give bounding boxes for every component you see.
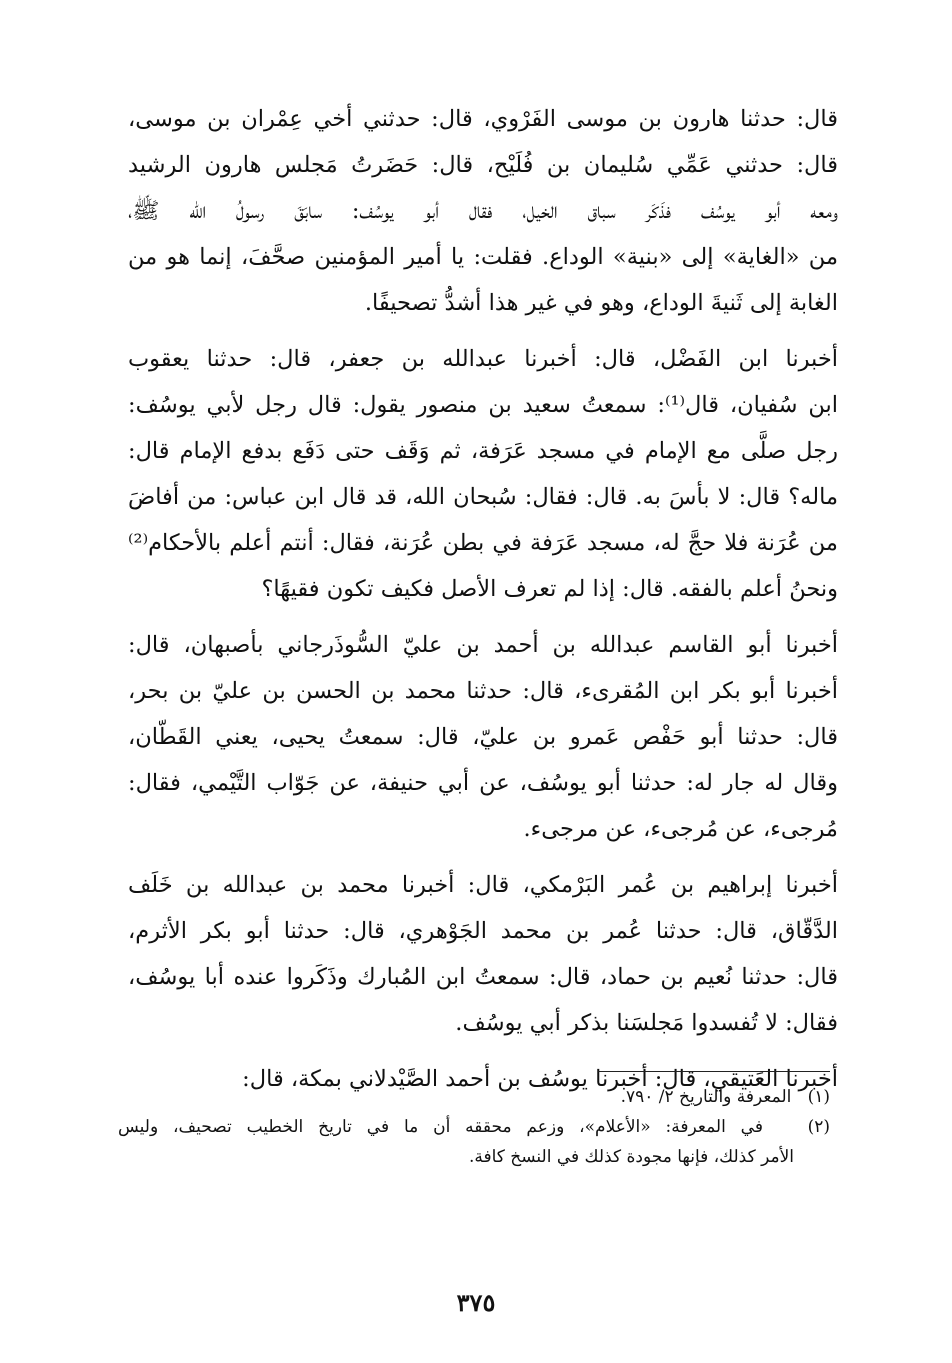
- main-text: [128, 96, 838, 1112]
- text-line: فقال: لا تُفسدوا مَجلسَنا بذكر أبي يوسُف.: [455, 1010, 838, 1036]
- text-line: رجل صلَّى مع الإمام في مسجد عَرَفة، ثم وَقَف حتى دَفَع بدفع الإمام قال:: [128, 438, 838, 464]
- footnote-marker: (١): [807, 1087, 830, 1107]
- text-line: أخبرنا ابن الفَضْل، قال: أخبرنا عبدالله بن جعفر، قال: حدثنا يعقوب: [128, 346, 838, 372]
- footnote-2: [118, 1112, 830, 1172]
- footnote-divider: [598, 1071, 830, 1072]
- paragraph-4: [128, 862, 838, 1046]
- text-line: ابن سُفيان، قال⁽¹⁾: سمعتُ سعيد بن منصور يقول: قال رجل لأبي يوسُف:: [128, 392, 838, 418]
- footnote-text: المعرفة والتاريخ ٢/ ٧٩٠.: [620, 1087, 792, 1107]
- text-line: قال: حدثنا أبو حَفْص عَمرو بن عليّ، قال: سمعتُ يحيى، يعني القَطّان،: [128, 724, 838, 750]
- page-number: ٣٧٥: [456, 1288, 496, 1317]
- text-line: أخبرنا أبو القاسم عبدالله بن أحمد بن عليّ السُّوذَرجاني بأصبهان، قال:: [128, 632, 838, 658]
- paragraph-3: [128, 622, 838, 852]
- text-line: قال: حدثنا هارون بن موسى الفَرْوي، قال: حدثني أخي عِمْران بن موسى،: [128, 106, 838, 132]
- text-line: من عُرَنة فلا حجَّ له، مسجد عَرَفة في بطن عُرَنة، فقال: أنتم أعلم بالأحكام⁽²⁾: [128, 530, 838, 556]
- footnote-1: [118, 1082, 830, 1112]
- text-line: وقال له جار له: حدثنا أبو يوسُف، عن أبي حنيفة، عن جَوّاب التَّيْمي، فقال:: [128, 770, 838, 796]
- text-line: ونحنُ أعلم بالفقه. قال: إذا لم تعرف الأصل فكيف تكون فقيهًا؟: [261, 576, 838, 602]
- text-line: ماله؟ قال: لا بأسَ به. قال: فقال: سُبحان الله، قد قال ابن عباس: من أفاضَ: [128, 484, 838, 510]
- text-line: مُرجىء، عن مُرجىء، عن مرجىء.: [523, 816, 838, 842]
- paragraph-2: [128, 336, 838, 612]
- text-line: أخبرنا العَتيقي، قال: أخبرنا يوسُف بن أحمد الصَّيْدلاني بمكة، قال:: [242, 1066, 838, 1092]
- text-line: قال: حدثني عَمِّي سُليمان بن فُلَيْح، قال: حَضَرتُ مَجلس هارون الرشيد: [128, 152, 838, 178]
- footnote-text: في المعرفة: «الأعلام»، وزعم محققه أن ما في تاريخ الخطيب تصحيف، وليس: [118, 1117, 763, 1137]
- text-line: أخبرنا أبو بكر ابن المُقرىء، قال: حدثنا محمد بن الحسن بن عليّ بن بحر،: [128, 678, 838, 704]
- paragraph-1: [128, 96, 838, 326]
- text-line: ومعه أبو يوسُف فذَكَر سباق الخيل، فقال أبو يوسُف: سابَقَ رسولُ الله ﷺ،: [128, 198, 838, 224]
- footnote-line: الأمر كذلك، فإنها مجودة كذلك في النسخ كافة.: [468, 1147, 794, 1167]
- text-line: قال: حدثنا نُعيم بن حماد، قال: سمعتُ ابن المُبارك وذَكَروا عنده أبا يوسُف،: [128, 964, 838, 990]
- text-line: الدَّقّاق، قال: حدثنا عُمر بن محمد الجَوْهري، قال: حدثنا أبو بكر الأثرم،: [128, 918, 838, 944]
- footnote-line: [118, 1082, 830, 1112]
- footnote-marker: (٢): [807, 1117, 830, 1137]
- text-line: الغابة إلى ثَنيةَ الوداع، وهو في غير هذا أشدُّ تصحيفًا.: [364, 290, 838, 316]
- text-line: أخبرنا إبراهيم بن عُمر البَرْمكي، قال: أخبرنا محمد بن عبدالله بن خَلَف: [128, 872, 838, 898]
- footnotes: [118, 1082, 830, 1172]
- footnote-line: [118, 1112, 830, 1142]
- text-line: من «الغاية» إلى «بنية» الوداع. فقلت: يا أمير المؤمنين صحَّفَ، إنما هو من: [128, 244, 838, 270]
